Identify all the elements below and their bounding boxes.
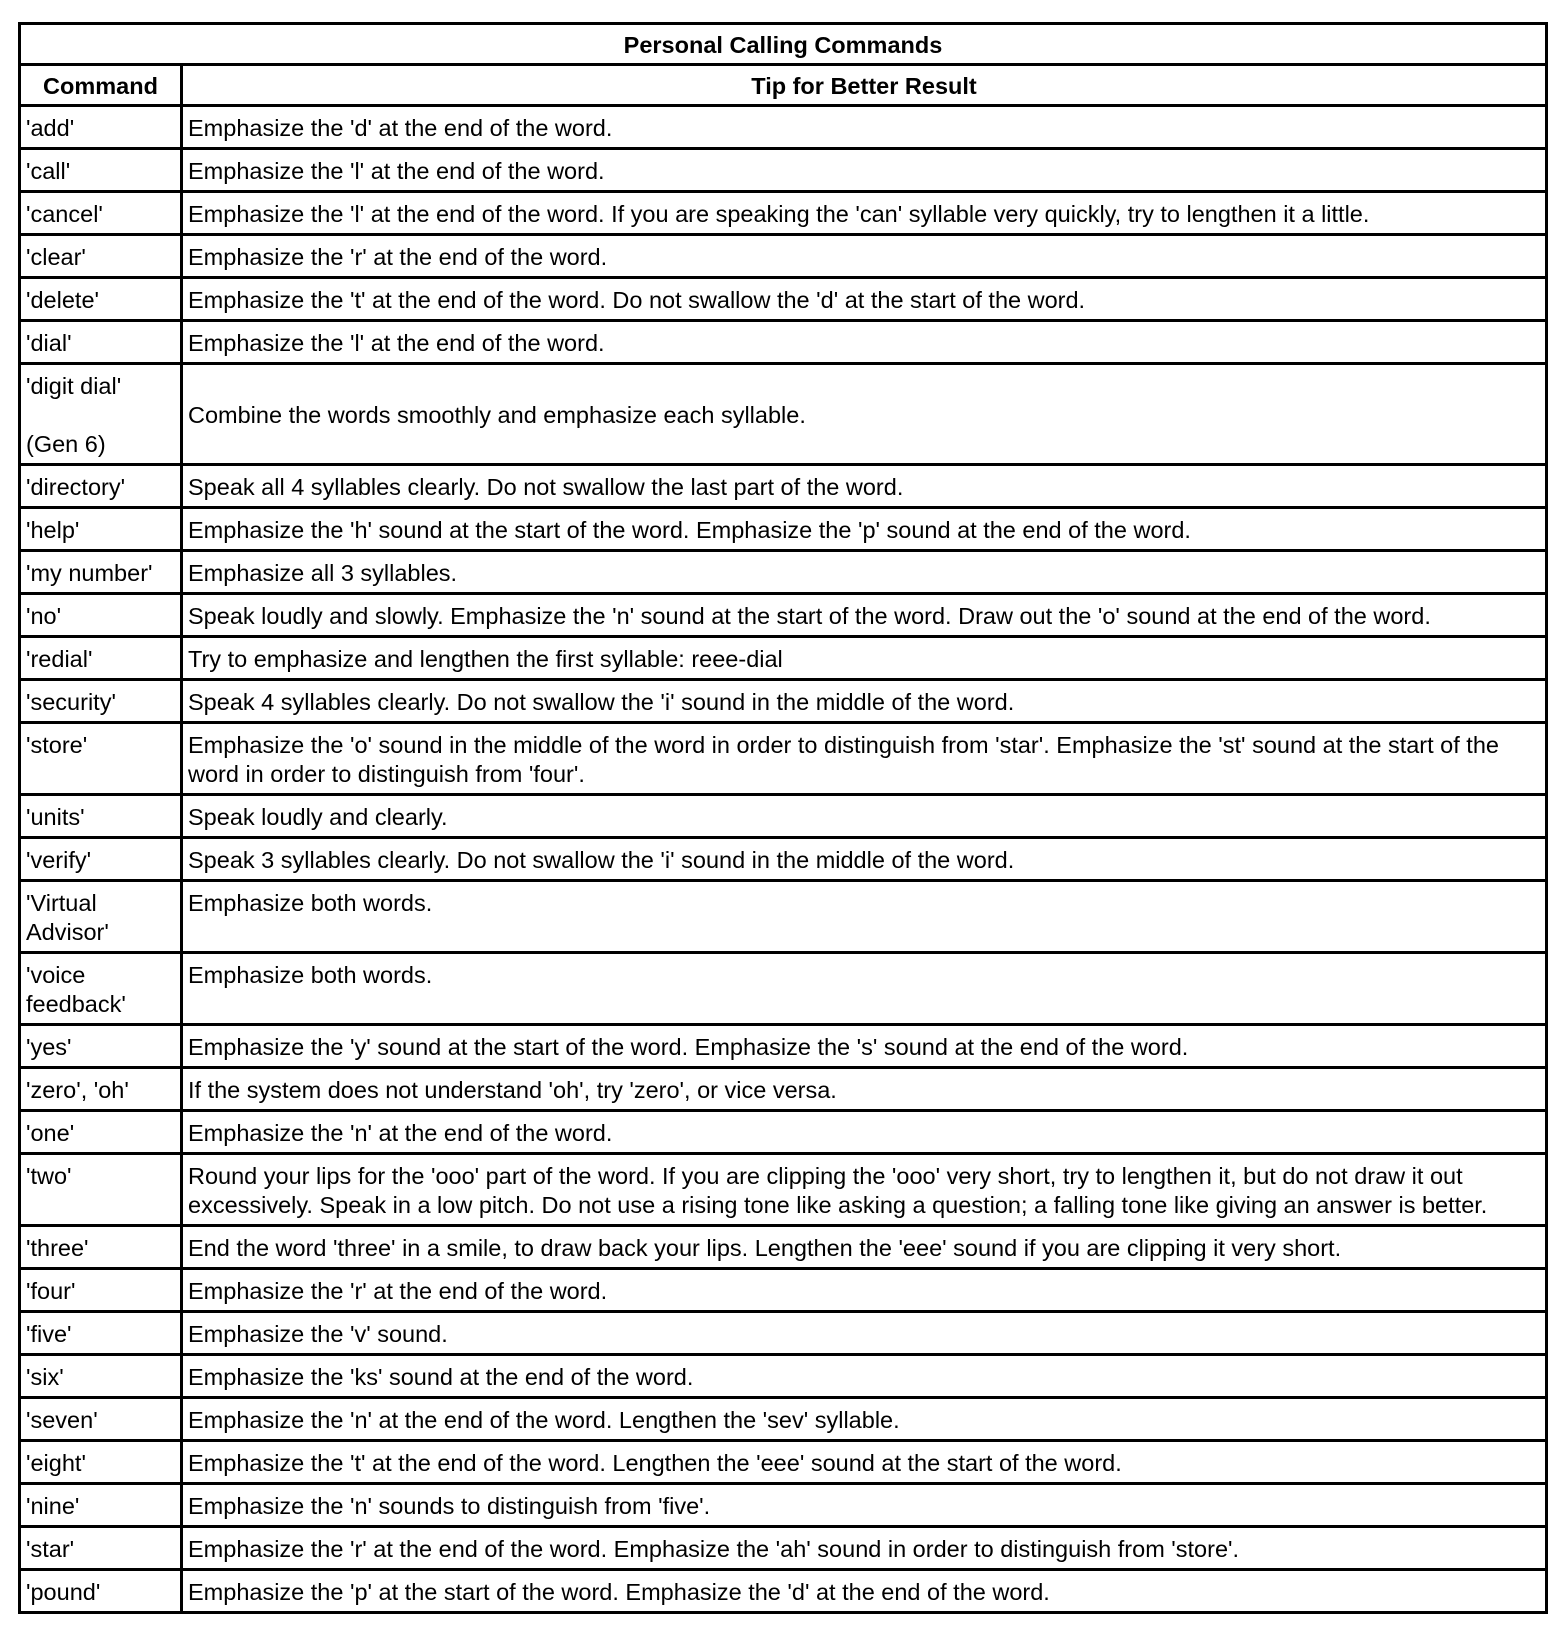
command-text: 'five' xyxy=(26,1321,72,1347)
tip-cell: Emphasize the 'n' sounds to distinguish from 'five'. xyxy=(182,1484,1547,1527)
command-text: 'store' xyxy=(26,732,88,758)
table-row xyxy=(20,637,1547,680)
command-cell xyxy=(20,1226,182,1269)
command-cell xyxy=(20,881,182,953)
command-cell xyxy=(20,235,182,278)
command-spacer xyxy=(26,401,175,430)
command-text: 'help' xyxy=(26,517,80,543)
tip-cell: Emphasize the 'r' at the end of the word. xyxy=(182,235,1547,278)
command-cell xyxy=(20,637,182,680)
command-text: 'cancel' xyxy=(26,201,103,227)
tip-cell: Emphasize all 3 syllables. xyxy=(182,551,1547,594)
table-row xyxy=(20,1111,1547,1154)
command-text: 'star' xyxy=(26,1536,75,1562)
table-row xyxy=(20,1441,1547,1484)
table-row xyxy=(20,1312,1547,1355)
command-cell xyxy=(20,680,182,723)
table-row xyxy=(20,1226,1547,1269)
command-cell xyxy=(20,1441,182,1484)
command-cell xyxy=(20,594,182,637)
table-body xyxy=(20,106,1547,1613)
command-text: 'three' xyxy=(26,1235,89,1261)
table-row xyxy=(20,321,1547,364)
command-text: 'redial' xyxy=(26,646,93,672)
command-cell xyxy=(20,1068,182,1111)
table-row xyxy=(20,192,1547,235)
command-text: 'add' xyxy=(26,115,75,141)
table-row xyxy=(20,551,1547,594)
tip-cell: Emphasize the 'l' at the end of the word. If you are speaking the 'can' syllable very quickly, try to lengthen it a little. xyxy=(182,192,1547,235)
commands-table xyxy=(18,22,1548,1614)
command-text: 'six' xyxy=(26,1364,64,1390)
tip-cell: Emphasize the 'r' at the end of the word. xyxy=(182,1269,1547,1312)
table-row xyxy=(20,680,1547,723)
tip-cell: Speak 4 syllables clearly. Do not swallow the 'i' sound in the middle of the word. xyxy=(182,680,1547,723)
column-header-tip: Tip for Better Result xyxy=(182,65,1547,106)
document-page xyxy=(18,22,1548,1614)
tip-cell: Emphasize the 'ks' sound at the end of the word. xyxy=(182,1355,1547,1398)
tip-cell: End the word 'three' in a smile, to draw back your lips. Lengthen the 'eee' sound if you are clipping it very short. xyxy=(182,1226,1547,1269)
table-row xyxy=(20,278,1547,321)
command-cell xyxy=(20,508,182,551)
command-text: 'yes' xyxy=(26,1034,72,1060)
tip-cell: Emphasize the 'v' sound. xyxy=(182,1312,1547,1355)
command-text: 'pound' xyxy=(26,1579,101,1605)
command-cell xyxy=(20,953,182,1025)
command-text: 'clear' xyxy=(26,244,86,270)
command-cell xyxy=(20,1025,182,1068)
tip-cell: Emphasize the 't' at the end of the word. Lengthen the 'eee' sound at the start of the word. xyxy=(182,1441,1547,1484)
command-cell xyxy=(20,1527,182,1570)
tip-cell: Emphasize the 'o' sound in the middle of the word in order to distinguish from 'star'. Emphasize the 'st' sound at the start of the word in order to distinguish from 'four'. xyxy=(182,723,1547,795)
command-cell xyxy=(20,321,182,364)
table-row xyxy=(20,465,1547,508)
tip-cell: Round your lips for the 'ooo' part of the word. If you are clipping the 'ooo' very short, try to lengthen it, but do not draw it out excessively. Speak in a low pitch. Do not use a rising tone like asking a question; a falling tone like giving an answer is better. xyxy=(182,1154,1547,1226)
tip-cell: Emphasize the 'l' at the end of the word. xyxy=(182,149,1547,192)
command-cell xyxy=(20,192,182,235)
command-cell xyxy=(20,149,182,192)
command-text: 'zero', 'oh' xyxy=(26,1077,129,1103)
command-text: 'verify' xyxy=(26,847,92,873)
command-text: 'call' xyxy=(26,158,71,184)
table-row xyxy=(20,1025,1547,1068)
table-row xyxy=(20,594,1547,637)
tip-cell: If the system does not understand 'oh', try 'zero', or vice versa. xyxy=(182,1068,1547,1111)
tip-cell: Emphasize the 't' at the end of the word. Do not swallow the 'd' at the start of the word. xyxy=(182,278,1547,321)
tip-cell: Speak 3 syllables clearly. Do not swallow the 'i' sound in the middle of the word. xyxy=(182,838,1547,881)
table-row xyxy=(20,953,1547,1025)
table-row xyxy=(20,1484,1547,1527)
tip-cell: Combine the words smoothly and emphasize each syllable. xyxy=(182,364,1547,465)
tip-cell: Try to emphasize and lengthen the first syllable: reee-dial xyxy=(182,637,1547,680)
title-row xyxy=(20,24,1547,65)
command-cell xyxy=(20,551,182,594)
command-cell xyxy=(20,1355,182,1398)
tip-cell: Emphasize the 'n' at the end of the word. xyxy=(182,1111,1547,1154)
header-row xyxy=(20,65,1547,106)
table-row xyxy=(20,1355,1547,1398)
table-row xyxy=(20,838,1547,881)
command-text: 'one' xyxy=(26,1120,75,1146)
command-cell xyxy=(20,465,182,508)
tip-cell: Emphasize the 'h' sound at the start of the word. Emphasize the 'p' sound at the end of the word. xyxy=(182,508,1547,551)
command-text: 'digit dial' xyxy=(26,373,122,399)
command-text: 'Virtual Advisor' xyxy=(26,890,109,945)
tip-cell: Emphasize both words. xyxy=(182,881,1547,953)
command-cell xyxy=(20,795,182,838)
table-row xyxy=(20,1068,1547,1111)
command-text: 'no' xyxy=(26,603,62,629)
command-text: 'four' xyxy=(26,1278,76,1304)
command-text: 'my number' xyxy=(26,560,153,586)
command-text: 'voice feedback' xyxy=(26,962,126,1017)
table-title: Personal Calling Commands xyxy=(20,24,1547,65)
command-cell xyxy=(20,1398,182,1441)
command-cell xyxy=(20,1484,182,1527)
table-row xyxy=(20,881,1547,953)
command-text: 'eight' xyxy=(26,1450,86,1476)
command-text: 'security' xyxy=(26,689,116,715)
table-row xyxy=(20,1527,1547,1570)
command-cell xyxy=(20,1269,182,1312)
tip-cell: Speak loudly and clearly. xyxy=(182,795,1547,838)
command-text: 'dial' xyxy=(26,330,72,356)
tip-cell: Emphasize the 'r' at the end of the word. Emphasize the 'ah' sound in order to distinguish from 'store'. xyxy=(182,1527,1547,1570)
tip-cell: Emphasize the 'l' at the end of the word. xyxy=(182,321,1547,364)
command-cell xyxy=(20,278,182,321)
tip-cell: Emphasize the 'd' at the end of the word. xyxy=(182,106,1547,149)
command-cell xyxy=(20,1570,182,1613)
command-cell xyxy=(20,106,182,149)
table-row xyxy=(20,235,1547,278)
tip-cell: Emphasize the 'p' at the start of the word. Emphasize the 'd' at the end of the word. xyxy=(182,1570,1547,1613)
command-cell xyxy=(20,364,182,465)
tip-cell: Emphasize the 'y' sound at the start of the word. Emphasize the 's' sound at the end of the word. xyxy=(182,1025,1547,1068)
command-text: 'seven' xyxy=(26,1407,98,1433)
command-cell xyxy=(20,838,182,881)
table-row xyxy=(20,149,1547,192)
table-row xyxy=(20,106,1547,149)
table-row xyxy=(20,1269,1547,1312)
command-cell xyxy=(20,1312,182,1355)
table-row xyxy=(20,508,1547,551)
table-row xyxy=(20,1398,1547,1441)
command-text: 'nine' xyxy=(26,1493,80,1519)
command-text: 'delete' xyxy=(26,287,100,313)
command-note: (Gen 6) xyxy=(26,431,106,457)
table-row xyxy=(20,723,1547,795)
table-row xyxy=(20,364,1547,465)
tip-cell: Speak all 4 syllables clearly. Do not swallow the last part of the word. xyxy=(182,465,1547,508)
column-header-command: Command xyxy=(20,65,182,106)
tip-cell: Emphasize the 'n' at the end of the word. Lengthen the 'sev' syllable. xyxy=(182,1398,1547,1441)
tip-cell: Speak loudly and slowly. Emphasize the 'n' sound at the start of the word. Draw out the 'o' sound at the end of the word. xyxy=(182,594,1547,637)
command-text: 'two' xyxy=(26,1163,72,1189)
command-cell xyxy=(20,723,182,795)
command-cell xyxy=(20,1111,182,1154)
table-row xyxy=(20,1154,1547,1226)
table-row xyxy=(20,1570,1547,1613)
tip-cell: Emphasize both words. xyxy=(182,953,1547,1025)
command-text: 'directory' xyxy=(26,474,126,500)
table-row xyxy=(20,795,1547,838)
command-text: 'units' xyxy=(26,804,85,830)
command-cell xyxy=(20,1154,182,1226)
